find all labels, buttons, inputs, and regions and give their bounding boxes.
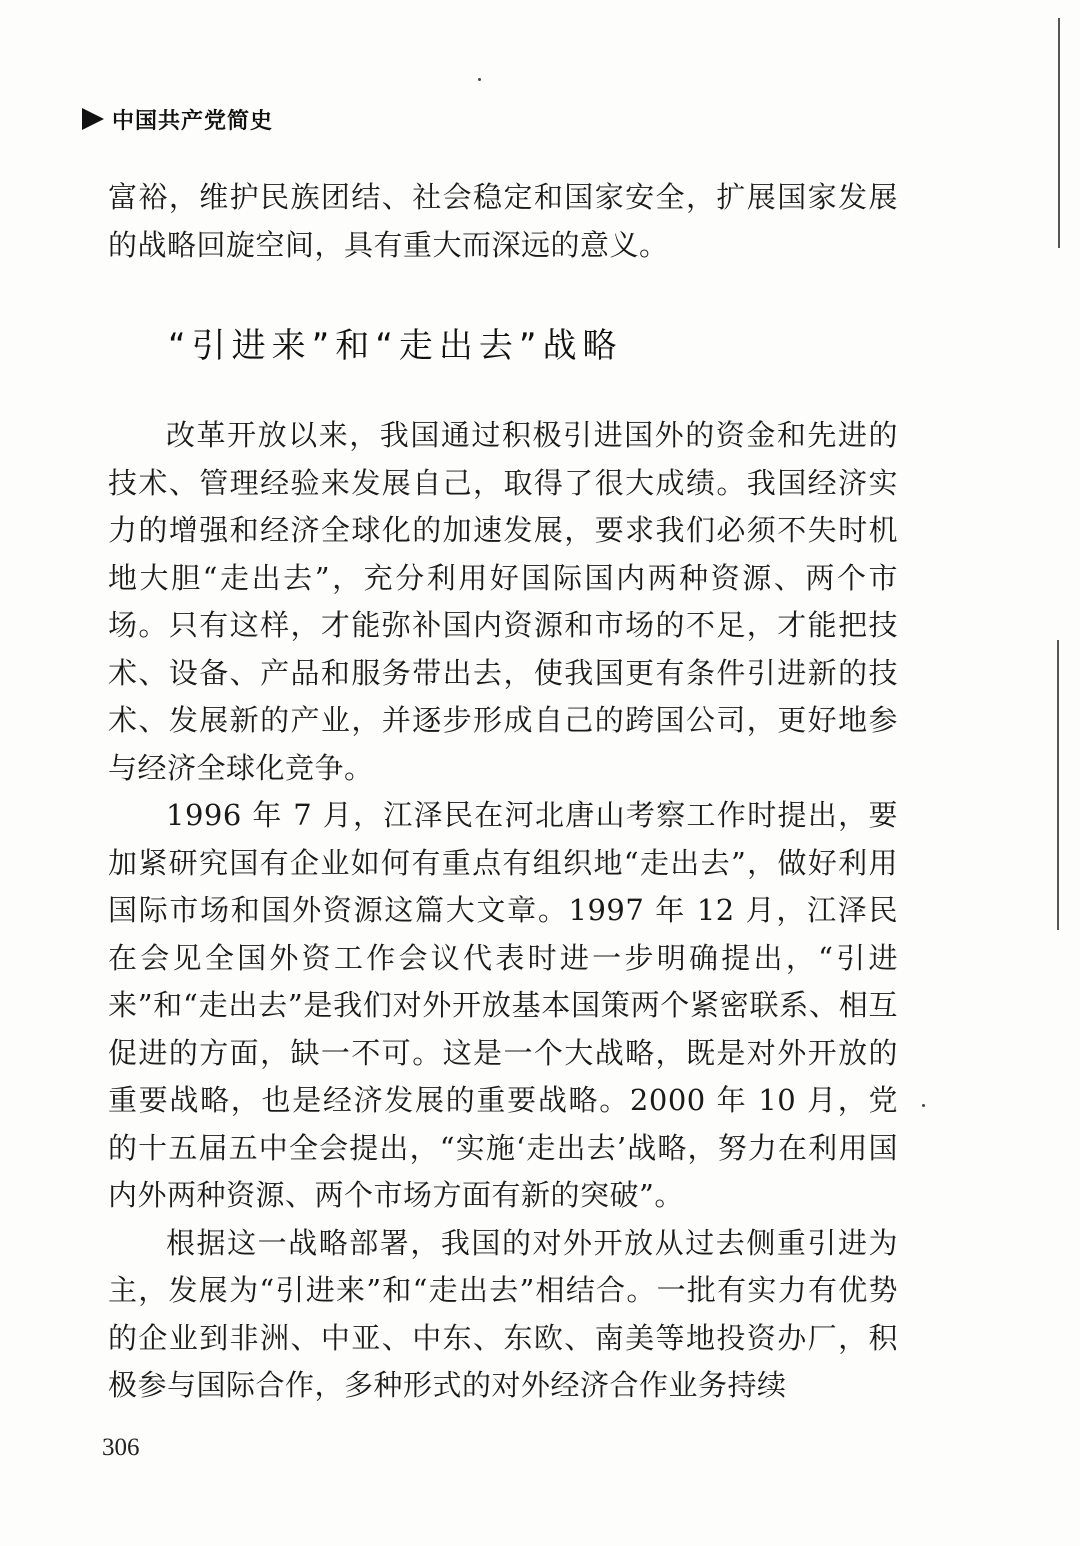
paragraph: 1996 年 7 月，江泽民在河北唐山考察工作时提出，要加紧研究国有企业如何有重点有组织地“走出去”，做好利用国际市场和国外资源这篇大文章。1997 年 12 月，江泽民在会见全国外资工作会议代表时进一步明确提出，“引进来”和“走出去”是我们对外开放基本国策两个紧密联系、相互促进的方面，缺一不可。这是一个大战略，既是对外开放的重要战略，也是经济发展的重要战略。2000 年 10 月，党的十五届五中全会提出，“实施‘走出去’战略，努力在利用国内外两种资源、两个市场方面有新的突破”。 (108, 798, 898, 1212)
paragraph: 改革开放以来，我国通过积极引进国外的资金和先进的技术、管理经验来发展自己，取得了很大成绩。我国经济实力的增强和经济全球化的加速发展，要求我们必须不失时机地大胆“走出去”，充分利用好国际国内两种资源、两个市场。只有这样，才能弥补国内资源和市场的不足，才能把技术、设备、产品和服务带出去，使我国更有条件引进新的技术、发展新的产业，并逐步形成自己的跨国公司，更好地参与经济全球化竞争。 (108, 418, 898, 785)
triangle-arrow-icon (82, 108, 104, 130)
paragraph: 根据这一战略部署，我国的对外开放从过去侧重引进为主，发展为“引进来”和“走出去”相结合。一批有实力有优势的企业到非洲、中亚、中东、东欧、南美等地投资办厂，积极参与国际合作，多种形式的对外经济合作业务持续 (108, 1225, 898, 1402)
page-edge-line (1057, 640, 1059, 930)
scan-speck (922, 1104, 925, 1107)
continued-paragraph (108, 174, 898, 269)
running-head (82, 104, 273, 134)
book-title: 中国共产党简史 (112, 108, 274, 134)
scan-speck (478, 78, 481, 81)
paragraph-text: 富裕，维护民族团结、社会稳定和国家安全，扩展国家发展的战略回旋空间，具有重大而深远的意义。 (108, 180, 898, 262)
page-number: 306 (102, 1434, 140, 1461)
section-body (108, 412, 898, 1410)
section-heading: “引进来”和“走出去”战略 (168, 326, 623, 366)
page-edge-line (1058, 18, 1060, 248)
